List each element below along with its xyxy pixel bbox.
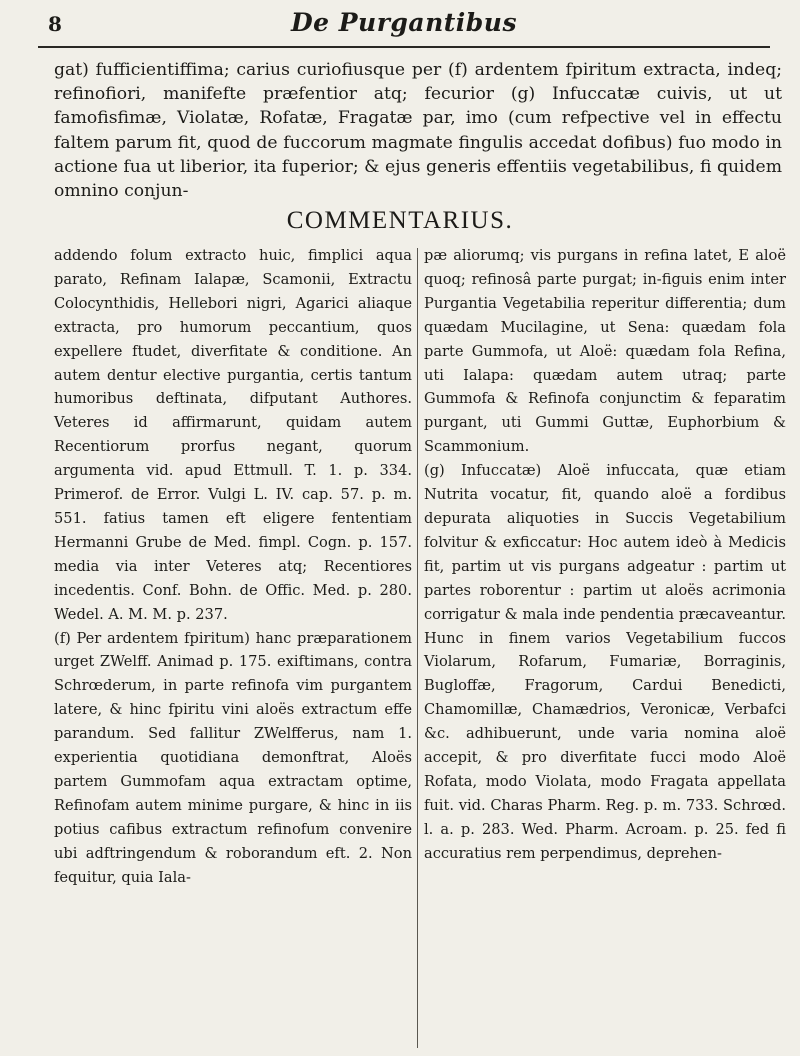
running-title: De Purgantibus [290,8,518,37]
commentary-left-column [54,244,412,889]
commentary-note-f: (f) Per ardentem fpiritum) hanc præparationem urget ZWelff. Animad p. 175. exiftimans, contra Schrœderum, in parte refinofa vim purgantem latere, & hinc fpiritu vini aloës extractum effe parandum. Sed fallitur ZWelfferus, nam 1. experientia quotidiana demonftrat, Aloës partem Gummofam aqua extractam optime, Refinofam autem minime purgare, & hinc in iis potius cafibus extractum refinofum convenire ubi adftringendum & roborandum eft. 2. Non fequitur, quia Iala- [54,629,412,886]
page-header [38,8,770,44]
section-title: COMMENTARIUS. [286,207,514,234]
commentary-note-g: (g) Infuccatæ) Aloë infuccata, quæ etiam Nutrita vocatur, fit, quando aloë a fordibus depurata aliquoties in Succis Vegetabilium folvitur & exficcatur: Hoc autem ideò à Medicis fit, partim ut vis purgans adgeatur : partim ut partes roborentur : partim ut aloës acrimonia corrigatur & mala inde pendentia præcaveantur. Hunc in finem varios Vegetabilium fuccos Violarum, Rofarum, Fumariæ, Borraginis, Bugloffæ, Fragorum, Cardui Benedicti, Chamomillæ, Chamædrios, Veronicæ, Verbafci &c. adhibuerunt, unde varia nomina aloë accepit, & pro diverfitate fucci modo Aloë Rofata, modo Violata, modo Fragata appellata fuit. vid. Charas Pharm. Reg. p. m. 733. Schrœd. l. a. p. 283. Wed. Pharm. Acroam. p. 25. fed fi accuratius rem perpendimus, deprehen- [424,462,786,862]
main-text: gat) fufficientiffima; carius curiofiusque per (f) ardentem fpiritum extracta, indeq; refinofiori, manifefte præfentior atq; fecurior (g) Infuccatæ cuivis, ut ut famofisfimæ, Violatæ, Rofatæ, Fragatæ par, imo (cum refpective vel in effectu faltem parum fit, quod de fuccorum magmate fingulis accedat dofibus) fuo modo in actione fua ut liberior, ita fuperior; & ejus generis effentiis vegetabilibus, fi quidem omnino conjun- [54,60,782,202]
column-divider [417,248,418,1048]
commentary-paragraph: pæ aliorumq; vis purgans in refina latet, E aloë quoq; refinosâ parte purgat; in-figuis enim inter Purgantia Vegetabilia reperitur differentia; dum quædam Mucilagine, ut Sena: quædam fola parte Gummofa, ut Aloë: quædam fola Refina, uti Ialapa: quædam autem utraq; parte Gummofa & Refinofa conjunctim & feparatim purgant, uti Gummi Guttæ, Euphorbium & Scammonium. [424,247,786,456]
commentary-right-column [424,244,786,866]
commentary-paragraph: addendo folum extracto huic, fimplici aqua parato, Refinam Ialapæ, Scamonii, Extractu Colocynthidis, Hellebori nigri, Agarici aliaque extracta, pro humorum peccantium, quos expellere ftudet, diverfitate & conditione. An autem dentur elective purgantia, certis tantum humoribus deftinata, difputant Authores. Veteres id affirmarunt, quidam autem Recentiorum prorfus negant, quorum argumenta vid. apud Ettmull. T. 1. p. 334. Primerof. de Error. Vulgi L. IV. cap. 57. p. m. 551. fatius tamen eft eligere fententiam Hermanni Grube de Med. fimpl. Cogn. p. 157. media via inter Veteres atq; Recentiores incedentis. Conf. Bohn. de Offic. Med. p. 280. Wedel. A. M. M. p. 237. [54,247,412,623]
page-number: 8 [48,12,62,36]
header-rule [38,46,770,48]
